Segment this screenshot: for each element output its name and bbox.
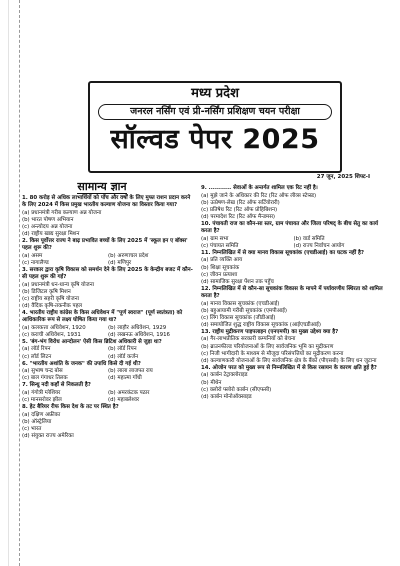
option-list	[22, 325, 194, 339]
answer-option: (c) मानसरोवर झील	[22, 397, 62, 404]
answer-option: (d) कार्बन मोनोऑक्साइड	[201, 393, 252, 400]
answer-option: (b) बहुआयामी गरीबी सूचकांक (एमपीआई)	[201, 307, 287, 314]
question-block	[22, 361, 194, 383]
header-exam-name: जनरल नर्सिंग एवं प्री-नर्सिंग प्रशिक्षण चयन परीक्षा	[98, 104, 332, 120]
option-list	[201, 236, 386, 250]
question-text: 4. भारतीय राष्ट्रीय कांग्रेस के किस अधिवेशन में "पूर्ण स्वराज" (पूर्ण स्वतंत्रता) को आधिकारिक रूप से लक्ष्य घोषित किया गया था?	[22, 310, 183, 324]
answer-option: (b) मीथेन	[201, 379, 222, 386]
question-block	[22, 404, 194, 440]
answer-option: (d) परमादेश रिट (रिट ऑफ मैन्डमस)	[201, 213, 276, 220]
answer-option: (a) ग्राम सभा	[201, 235, 229, 242]
answer-option: (d) महात्मा गाँधी	[108, 375, 142, 382]
question-block	[22, 267, 194, 310]
question-text: 10. पंचायती राज का कौन-सा स्तर, ग्राम पंचायत और जिला परिषद् के बीच सेतु का कार्य करता है?	[201, 220, 379, 235]
option-list	[22, 210, 194, 238]
answer-option: (d) राज्य निर्वाचन आयोग	[293, 242, 345, 249]
option-list	[201, 193, 386, 221]
question-block	[201, 329, 386, 365]
answer-option: (b) ऑस्ट्रेलिया	[22, 418, 52, 425]
option-list	[201, 336, 386, 364]
question-text: 1. 80 करोड़ से अधिक लाभार्थियों को पाँच और वर्षों के लिए मुफ्त राशन प्रदान करने के लिए 2024 में किस प्रमुख भारतीय कल्याण योजना का विस्तार किया गया?	[22, 195, 191, 209]
option-list	[201, 372, 386, 400]
answer-option: (a) प्रधानमंत्री गरीब कल्याण अन्न योजना	[22, 209, 102, 216]
answer-option: (b) लॉर्ड रिपन	[108, 346, 137, 353]
answer-option: (b) उत्प्रेषण-लेख (रिट ऑफ सर्टियोरारी)	[201, 199, 280, 206]
answer-option: (a) गंगोत्री ग्लेशियर	[22, 390, 61, 397]
question-text: 6. "भारतीय अशांति के जनक" की उपाधि किसे दी गई थी?	[22, 360, 141, 367]
option-list	[22, 412, 194, 440]
answer-option: (d) समायोजित शुद्ध राष्ट्रीय विकास सूचकांक (आईएचडीआई)	[201, 321, 321, 328]
option-list	[22, 346, 194, 360]
question-text: 2. किस पूर्वोत्तर राज्य ने बाढ़ प्रभावित बच्चों के लिए 2025 में 'स्कूल इन ए बॉक्स' पहल शुरू की?	[22, 238, 188, 252]
answer-option: (b) भारत पोषण अभियान	[22, 216, 74, 223]
answer-option: (d) मणिपुर	[108, 259, 132, 266]
answer-option: (c) अन्त्योदय अन्न योजना	[22, 223, 73, 230]
answer-option: (c) क्लोरो फ्लोरो कार्बन (सीएफसी)	[201, 386, 272, 393]
header-state: मध्य प्रदेश	[191, 86, 239, 101]
answer-option: (a) सुभाष चन्द्र बोस	[22, 368, 63, 375]
section-title-text: सामान्य ज्ञान	[77, 180, 127, 193]
option-list	[22, 368, 194, 382]
answer-option: (b) लाहौर अधिवेशन, 1929	[108, 324, 167, 331]
answer-option: (a) कार्बन टेट्राक्लोराइड	[201, 372, 248, 379]
cut-line	[19, 0, 20, 566]
question-text: 7. सिन्धु नदी कहाँ से निकलती है?	[22, 382, 91, 389]
question-block	[201, 365, 386, 401]
question-block	[22, 195, 194, 238]
question-block	[201, 221, 386, 250]
answer-option: (d) वैदिक कृषि-तकनीक पहल	[22, 302, 83, 309]
answer-option: (b) डिजिटल कृषि मिशन	[22, 288, 71, 295]
answer-option: (a) मानव विकास सूचकांक (एचडीआई)	[201, 300, 280, 307]
answer-option: (a) मुझे जाने के अधिकार की रिट (रिट ऑफ लीव्स स्टेप्स्ड)	[201, 192, 317, 199]
option-list	[22, 253, 194, 267]
section-title	[22, 180, 182, 194]
answer-option: (c) कराची अधिवेशन, 1931	[22, 331, 81, 338]
question-text: 13. राष्ट्रीय मुद्रीकरण पाइपलाइन (एनएमपी) का मुख्य उद्देश्य क्या है?	[201, 328, 339, 335]
exam-date: 27 जून, 2025 शिफ्ट-I	[316, 174, 370, 180]
option-list	[201, 257, 386, 285]
answer-option: (b) शिक्षा सूचकांक	[201, 264, 240, 271]
answer-option: (a) कलकत्ता अधिवेशन, 1920	[22, 324, 86, 331]
answer-option: (a) लॉर्ड रिपन	[22, 346, 51, 353]
header-title: सॉल्वड पेपर 2025	[110, 124, 320, 155]
question-block	[201, 286, 386, 329]
question-text: 14. ओजोन परत को मुख्य रूप से निम्नलिखित में से किस रसायन के कारण क्षति हुई है?	[201, 364, 377, 371]
answer-option: (c) प्रतिषेध रिट (रिट ऑफ प्रोहिबिशन)	[201, 206, 278, 213]
answer-option: (d) लॉर्ड कर्जन	[108, 353, 139, 360]
answer-option: (b) लाला लाजपत राय	[108, 368, 153, 375]
question-text: 3. सरकार द्वारा कृषि विकास को समर्थन देने के लिए 2025 के केन्द्रीय बजट में कौन-सी पहल शुरू की गई?	[22, 266, 193, 281]
question-block	[22, 339, 194, 361]
answer-option: (c) राष्ट्रीय सहरी कृषि योजना	[22, 295, 79, 302]
answer-option: (d) सामाजिक सुरक्षा पेंशन तक पहुँच	[201, 278, 274, 285]
answer-option: (a) प्रति व्यक्ति आय	[201, 257, 243, 264]
answer-option: (c) नागालैण्ड	[22, 259, 49, 266]
question-text: 8. हेट बैरियर रीफ किस देश के तट पर स्थित है?	[22, 404, 119, 411]
answer-option: (c) लिंग विकास सूचकांक (जीडीआई)	[201, 314, 276, 321]
answer-option: (b) अमरकंटक पठार	[108, 390, 150, 397]
option-list	[201, 301, 386, 329]
question-block	[201, 185, 386, 221]
answer-option: (a) असम	[22, 252, 43, 259]
question-text: 12. निम्नलिखित में से कौन-सा सूचकांक विकास के मापने में पर्यावरणीय स्थिरता को शामिल करता है?	[201, 285, 383, 299]
left-column	[22, 195, 194, 440]
option-list	[22, 390, 194, 404]
question-text: 11. निम्नलिखित में से क्या मानव विकास सूचकांक (एचडीआई) का घटक नहीं है?	[201, 249, 364, 256]
right-column	[201, 185, 386, 401]
answer-option: (b) अरुणाचल प्रदेश	[108, 252, 149, 259]
question-block	[22, 310, 194, 339]
answer-option: (d) राष्ट्रीय खाद्य सुरक्षा मिशन	[22, 230, 80, 237]
answer-option: (a) दक्षिण अफ्रीका	[22, 411, 61, 418]
answer-option: (d) संयुक्त राज्य अमेरिका	[22, 433, 74, 440]
answer-option: (d) कल्याणकारी योजनाओं के लिए सार्वजनिक क्षेत्र के बैंकों (पीएसबी) के लिए धन जुटाना	[201, 357, 377, 364]
answer-option: (b) वार्ड समिति	[293, 235, 325, 242]
answer-option: (c) निजी भागीदारी के माध्यम से मौजूदा परिसंपत्तियों का मुद्रीकरण करना	[201, 350, 344, 357]
answer-option: (c) लॉर्ड लिटन	[22, 353, 52, 360]
question-block	[22, 238, 194, 267]
page-edge-line	[8, 0, 9, 566]
answer-option: (c) जीवन प्रत्याशा	[201, 271, 238, 278]
answer-option: (d) लखनऊ अधिवेशन, 1916	[108, 331, 170, 338]
question-text: 9. ........... सेवाओं के अन्तर्गत शामिल एक रिट नहीं है।	[201, 185, 318, 191]
header-banner	[88, 81, 342, 173]
question-block	[22, 382, 194, 404]
answer-option: (a) प्रधानमंत्री धन-धान्य कृषि योजना	[22, 281, 94, 288]
question-text: 5. 'बंग-भंग विरोध आन्दोलन' ऐसी किस ब्रिटिश अधिकारी से जुड़ा था?	[22, 338, 162, 345]
answer-option: (c) पंचायत समिति	[201, 242, 239, 249]
question-block	[201, 250, 386, 286]
option-list	[22, 282, 194, 310]
answer-option: (c) भारत	[22, 426, 42, 432]
answer-option: (b) ब्राउनफील्ड परियोजनाओं के लिए सार्वजनिक भूमि का मुद्रीकरण	[201, 343, 334, 350]
answer-option: (a) गैर-लाभप्रीतिक सरकारी कम्पनियों को बेचना	[201, 336, 296, 343]
answer-option: (d) महाबलेश्वर	[108, 397, 140, 404]
answer-option: (c) बाल गंगाधर तिलक	[22, 375, 68, 382]
